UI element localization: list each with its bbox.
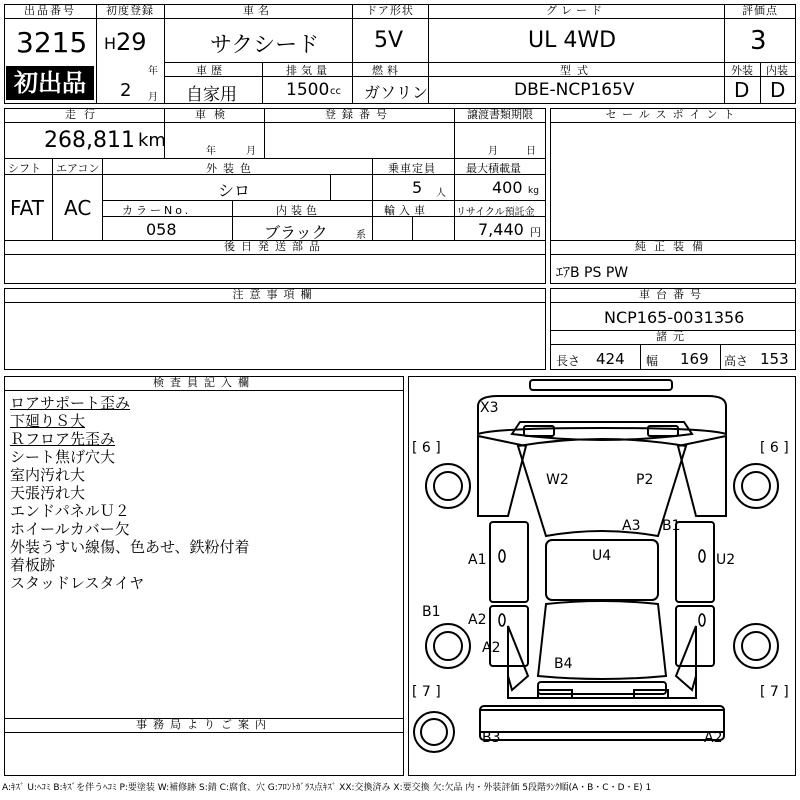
recycle-label: リサイクル預託金 [456,207,535,218]
inspector-note: ホイールカバー欠 [10,520,130,538]
notice-label: 注意事項欄 [4,288,546,303]
width-value: 169 [680,350,709,368]
damage-a3: A3 [622,518,641,534]
inspection-month-unit: 月 [246,146,256,157]
inspection-label: 車検 [164,108,264,123]
car-outline [408,376,796,776]
load-unit: kg [528,186,539,196]
damage-p2: P2 [636,472,654,488]
reg-month: 2 [120,80,132,101]
width-label: 幅 [646,354,659,368]
interior-color-value: ブラック [264,223,328,242]
inspector-note: エンドパネルＵ２ [10,502,130,520]
load-value: 400 [492,178,523,197]
shift-value: FAT [10,196,45,220]
exterior-color-label: 外装色 [206,162,257,175]
tire-front-right: [ 6 ] [760,440,789,456]
tire-front-left: [ 6 ] [412,440,441,456]
damage-w2: W2 [546,472,569,488]
damage-a2-bumper: A2 [704,730,723,746]
recycle-value: 7,440 [478,220,524,239]
fuel-label: 燃料 [372,64,402,77]
length-value: 424 [596,350,625,368]
equipment-label: 純正装備 [550,240,796,255]
reg-era: H [104,34,117,53]
capacity-unit: 人 [436,188,446,199]
inspector-note: Ｒフロア先歪み [10,430,116,448]
reg-month-unit: 月 [148,92,158,103]
interior-grade-label: 内装 [766,64,788,77]
capacity-label: 乗車定員 [388,162,436,175]
damage-b1-right: B1 [662,518,681,534]
damage-u2: U2 [716,552,736,568]
inspector-note: 天張汚れ大 [10,484,86,502]
interior-color-label: 内装色 [276,204,321,217]
history-label: 車歴 [196,64,226,77]
door-label: ドア形状 [352,4,428,19]
mileage-label: 走行 [4,108,164,123]
import-label: 輸入車 [384,204,429,217]
dimensions-label: 諸元 [550,330,796,345]
color-no-label: カラーNo. [122,204,192,217]
shift-label: シフト [8,162,41,175]
fuel-value: ガソリン [364,83,429,102]
inspector-note: 外装うすい線傷、色あせ、鉄粉付着 [10,538,250,556]
history-value: 自家用 [186,85,237,105]
damage-b3: B3 [482,730,501,746]
lot-label: 出品番号 [4,4,96,19]
color-no-value: 058 [146,220,177,239]
damage-b1-left: B1 [422,604,441,620]
interior-grade: D [770,78,786,102]
registration-label: 登録番号 [264,108,454,123]
damage-a2-rear: A2 [482,640,501,656]
mileage-unit: km [138,130,166,151]
inspector-note: 着板跡 [10,556,56,574]
damage-u4: U4 [592,548,612,564]
height-label: 高さ [724,354,749,368]
displacement-label: 排気量 [286,64,331,77]
grade-value: UL 4WD [528,28,617,53]
inspector-title: 検査員記入欄 [4,376,404,391]
first-listing-badge: 初出品 [6,66,94,100]
score-label: 評価点 [724,4,796,19]
exterior-grade: D [734,78,750,102]
reg-year-unit: 年 [148,66,158,77]
aircon-label: エアコン [56,162,100,175]
chassis-label: 車台番号 [550,288,796,303]
chassis-value: NCP165-0031356 [604,308,745,327]
sales-points-label: セールスポイント [550,108,796,123]
sales-points-block [550,108,796,284]
later-parts-label: 後日発送部品 [4,240,546,255]
model-value: DBE-NCP165V [514,80,635,100]
exterior-grade-label: 外装 [731,64,753,77]
damage-a1: A1 [468,552,487,568]
equipment-value: ｴｱB PS PW [556,265,629,281]
inspector-note: シート焦げ穴大 [10,448,116,466]
recycle-unit: 円 [530,226,541,239]
damage-b4: B4 [554,656,573,672]
inspector-note: 下廻りＳ大 [10,412,86,430]
exterior-color-value: シロ [218,181,251,200]
transfer-label: 譲渡書類期限 [454,108,546,123]
office-label: 事務局よりご案内 [4,718,404,733]
tire-rear-right: [ 7 ] [760,684,789,700]
grade-label: グレード [428,4,724,19]
height-value: 153 [760,350,789,368]
displacement-unit: cc [330,86,341,97]
inspector-notes [10,394,250,592]
door-value: 5V [374,28,404,53]
lot-number: 3215 [16,26,88,59]
model-label: 型式 [560,64,594,77]
capacity-value: 5 [412,178,423,197]
inspector-note: ロアサポート歪み [10,394,131,412]
score-value: 3 [750,26,767,56]
legend-text: A:ｷｽﾞ U:ﾍｺﾐ B:ｷｽﾞを伴うﾍｺﾐ P:要塗装 W:補修跡 S:錆 C:腐食、穴 G:ﾌﾛﾝﾄｶﾞﾗｽ点ｷｽﾞ XX:交換済み X:要交換 欠:欠品 内・外装評価 5段階ﾗﾝｸ順(A・B・C・D・E) 1 [2,783,652,793]
tire-rear-left: [ 7 ] [412,684,441,700]
car-name: サクシード [210,33,320,58]
mileage-value: 268,811 [44,128,135,153]
interior-color-suffix: 系 [356,230,366,241]
inspector-note: 室内汚れ大 [10,466,86,484]
length-label: 長さ [556,354,581,368]
aircon-value: AC [64,196,92,220]
displacement-value: 1500 [286,80,330,100]
transfer-month-unit: 月 [488,146,498,157]
name-label: 車名 [164,4,352,19]
reg-year: 29 [116,28,147,56]
inspection-year-unit: 年 [206,146,216,157]
inspector-note: スタッドレスタイヤ [10,574,145,592]
transfer-day-unit: 日 [526,146,536,157]
damage-x3: X3 [480,400,499,416]
load-label: 最大積載量 [466,162,521,175]
damage-a2-door: A2 [468,612,487,628]
reg-label: 初度登録 [96,4,164,19]
